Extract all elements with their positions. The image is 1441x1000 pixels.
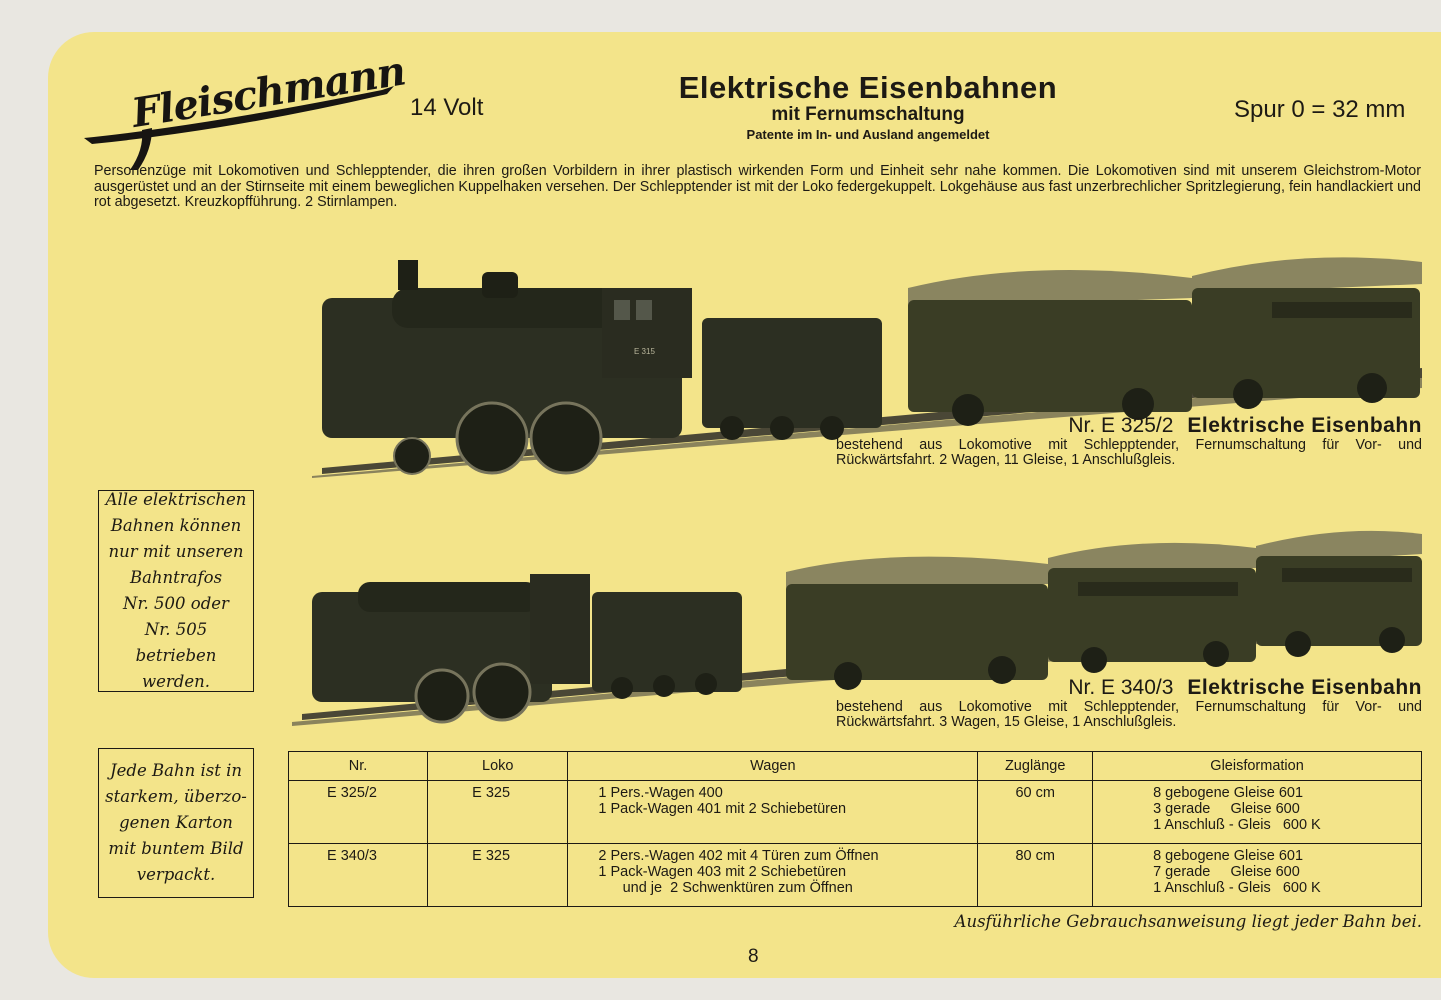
loco-number-plate: E 315: [634, 347, 655, 356]
page-subtitle: mit Fernumschaltung: [771, 104, 965, 125]
product-number: Nr. E 340/3: [1068, 676, 1174, 699]
trafo-note-line: Alle elektrischen: [105, 490, 247, 509]
packaging-note-box: [98, 748, 254, 898]
packaging-note-line: Jede Bahn ist in: [110, 761, 242, 780]
product-e325-caption: [836, 414, 1422, 468]
product-number: Nr. E 325/2: [1068, 414, 1174, 437]
product-description: bestehend aus Lokomotive mit Schlepptender, Fernumschaltung für Vor- und Rückwärtsfahrt. 2 Wagen, 11 Gleise, 1 Anschlußgleis.: [836, 437, 1422, 468]
gleis-line: 7 gerade Gleise 600: [1153, 864, 1300, 880]
wagen-line: 2 Pers.-Wagen 402 mit 4 Türen zum Öffnen: [598, 848, 879, 864]
passenger-wagon-402-b: [1256, 531, 1422, 657]
col-header-zuglaenge: Zuglänge: [978, 752, 1093, 781]
cell-gleisformation: [1093, 781, 1422, 844]
trafo-note-line: Bahnen können: [110, 516, 242, 535]
col-header-wagen: Wagen: [568, 752, 978, 781]
page-title-block: [608, 70, 1128, 142]
cell-nr: E 340/3: [289, 844, 428, 907]
intro-paragraph: Personenzüge mit Lokomotiven und Schlepptender, die ihren großen Vorbildern in ihrer plastisch wirkenden Form und Einheit sehr nahe kommen. Die Lokomotiven sind mit unserem Gleichstrom-Motor ausgerüstet und an der Stirnseite mit einem beweglichen Kuppelhaken versehen. Der Schlepptender ist mit der Loko federgekuppelt. Lokgehäuse aus fast unzerbrechlicher Spritzlegierung, fein handlackiert und rot abgesetzt. Kreuzkopfführung. 2 Stirnlampen.: [94, 163, 1421, 210]
product-e340-caption: [836, 676, 1422, 730]
gleis-line: 1 Anschluß - Gleis 600 K: [1153, 817, 1321, 833]
product-description: bestehend aus Lokomotive mit Schlepptender, Fernumschaltung für Vor- und Rückwärtsfahrt. 3 Wagen, 15 Gleise, 1 Anschlußgleis.: [836, 699, 1422, 730]
voltage-label: 14 Volt: [410, 94, 484, 121]
catalog-page: [48, 32, 1441, 978]
wagen-line: und je 2 Schwenktüren zum Öffnen: [598, 880, 853, 896]
col-header-gleisformation: Gleisformation: [1093, 752, 1422, 781]
baggage-wagon-401: [908, 270, 1192, 426]
product-name: Elektrische Eisenbahn: [1187, 414, 1422, 437]
table-row: [289, 844, 1422, 907]
gleis-line: 3 gerade Gleise 600: [1153, 801, 1300, 817]
trafo-note-line: Bahntrafos: [129, 568, 223, 587]
wagen-line: 1 Pack-Wagen 403 mit 2 Schiebetüren: [598, 864, 847, 880]
cell-loko: E 325: [428, 844, 568, 907]
cell-zuglaenge: 60 cm: [978, 781, 1093, 844]
trafo-note-line: nur mit unseren: [108, 542, 244, 561]
gleis-line: 8 gebogene Gleise 601: [1153, 848, 1304, 864]
trafo-note-box: [98, 490, 254, 692]
passenger-wagon-400: [1192, 257, 1422, 409]
patent-note: Patente im In- und Ausland angemeldet: [746, 127, 990, 142]
cell-loko: E 325: [428, 781, 568, 844]
gleis-line: 1 Anschluß - Gleis 600 K: [1153, 880, 1321, 896]
product-spec-table: [288, 751, 1422, 907]
table-header-row: [289, 752, 1422, 781]
trafo-note-line: Nr. 505: [144, 620, 208, 639]
product-name: Elektrische Eisenbahn: [1187, 676, 1422, 699]
page-number: 8: [748, 946, 759, 967]
packaging-note-line: verpackt.: [136, 865, 216, 884]
gleis-line: 8 gebogene Gleise 601: [1153, 785, 1304, 801]
cell-gleisformation: [1093, 844, 1422, 907]
gauge-label: Spur 0 = 32 mm: [1234, 96, 1406, 123]
col-header-nr: Nr.: [289, 752, 428, 781]
trafo-note-line: Nr. 500 oder: [123, 594, 229, 613]
col-header-loko: Loko: [428, 752, 568, 781]
trafo-note-line: betrieben werden.: [135, 646, 217, 691]
wagen-line: 1 Pers.-Wagen 400: [598, 785, 723, 801]
fleischmann-logo: [82, 47, 412, 170]
instructions-note: Ausführliche Gebrauchsanweisung liegt jeder Bahn bei.: [954, 912, 1422, 931]
wagen-line: 1 Pack-Wagen 401 mit 2 Schiebetüren: [598, 801, 847, 817]
cell-zuglaenge: 80 cm: [978, 844, 1093, 907]
passenger-wagon-402-a: [1048, 543, 1256, 673]
tender-e340: [592, 592, 742, 699]
table-row: [289, 781, 1422, 844]
logo-wordmark: Fleischmann: [128, 47, 409, 137]
cell-wagen: [568, 781, 978, 844]
page-title: Elektrische Eisenbahnen: [678, 70, 1058, 105]
cell-wagen: [568, 844, 978, 907]
baggage-wagon-403: [786, 557, 1048, 690]
packaging-note-line: starkem, überzo-: [105, 787, 247, 806]
cell-nr: E 325/2: [289, 781, 428, 844]
packaging-note-line: mit buntem Bild: [108, 839, 244, 858]
packaging-note-line: genen Karton: [119, 813, 233, 832]
